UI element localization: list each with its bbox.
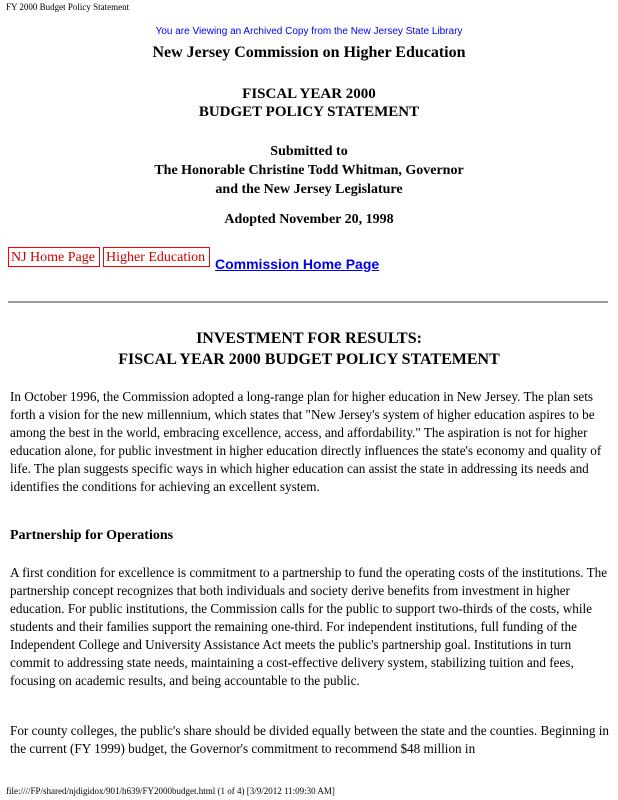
horizontal-rule	[8, 301, 608, 303]
organization-title: New Jersey Commission on Higher Education	[152, 44, 466, 61]
county-paragraph: For county colleges, the public's share should be divided equally between the state and the counties. Beginning in the current (FY 1999) budget, the Governor's commitment to recommend $48 million in	[10, 723, 609, 756]
higher-education-link[interactable]: Higher Education	[103, 247, 210, 267]
main-heading-line-1: INVESTMENT FOR RESULTS:	[196, 330, 422, 347]
intro-paragraph: In October 1996, the Commission adopted a long-range plan for higher education in New Jersey. The plan sets forth a vision for the new millennium, which states that "New Jersey's system of higher education aspires to be among the best in the world, embracing excellence, access, and affordability." The aspiration is not for higher education alone, for public investment in higher education directly influences the state's economy and quality of life. The plan suggests specific ways in which higher education can assist the state in addressing its needs and identifies the conditions for achieving an excellent system.	[10, 389, 602, 494]
submitted-to: Submitted to	[270, 144, 348, 159]
recipient-line-2: and the New Jersey Legislature	[215, 182, 403, 197]
title-line-2: BUDGET POLICY STATEMENT	[198, 104, 420, 120]
section-heading: Partnership for Operations	[10, 528, 174, 543]
title-line-1: FISCAL YEAR 2000	[242, 86, 376, 102]
page-footer: file:////FP/shared/njdigidox/901/h639/FY2000budget.html (1 of 4) [3/9/2012 11:09:30 AM]	[6, 786, 335, 796]
archived-notice-link[interactable]: You are Viewing an Archived Copy from the New Jersey State Library	[155, 26, 463, 37]
main-heading-line-2: FISCAL YEAR 2000 BUDGET POLICY STATEMENT	[118, 351, 500, 368]
recipient-line-1: The Honorable Christine Todd Whitman, Governor	[154, 163, 464, 178]
adopted-date: Adopted November 20, 1998	[224, 212, 394, 227]
main-heading	[0, 328, 618, 370]
submission-block	[0, 142, 618, 199]
commission-home-page-link[interactable]: Commission Home Page	[215, 256, 380, 272]
partnership-paragraph: A first condition for excellence is commitment to a partnership to fund the operating costs of the institutions. The partnership concept recognizes that both individuals and society derive benefits from investment in higher education. For public institutions, the Commission calls for the public to support two-thirds of the costs, while students and their families support the remaining one-third. For independent institutions, full funding of the Independent College and University Assistance Act meets the public's partnership goal. Institutions in turn commit to addressing state needs, maintaining a cost-effective delivery system, stabilizing tuition and fees, focusing on academic results, and being accountable to the public.	[10, 565, 608, 688]
document-title	[0, 85, 618, 121]
nj-home-page-link[interactable]: NJ Home Page	[8, 247, 100, 267]
page-header: FY 2000 Budget Policy Statement	[6, 2, 130, 12]
